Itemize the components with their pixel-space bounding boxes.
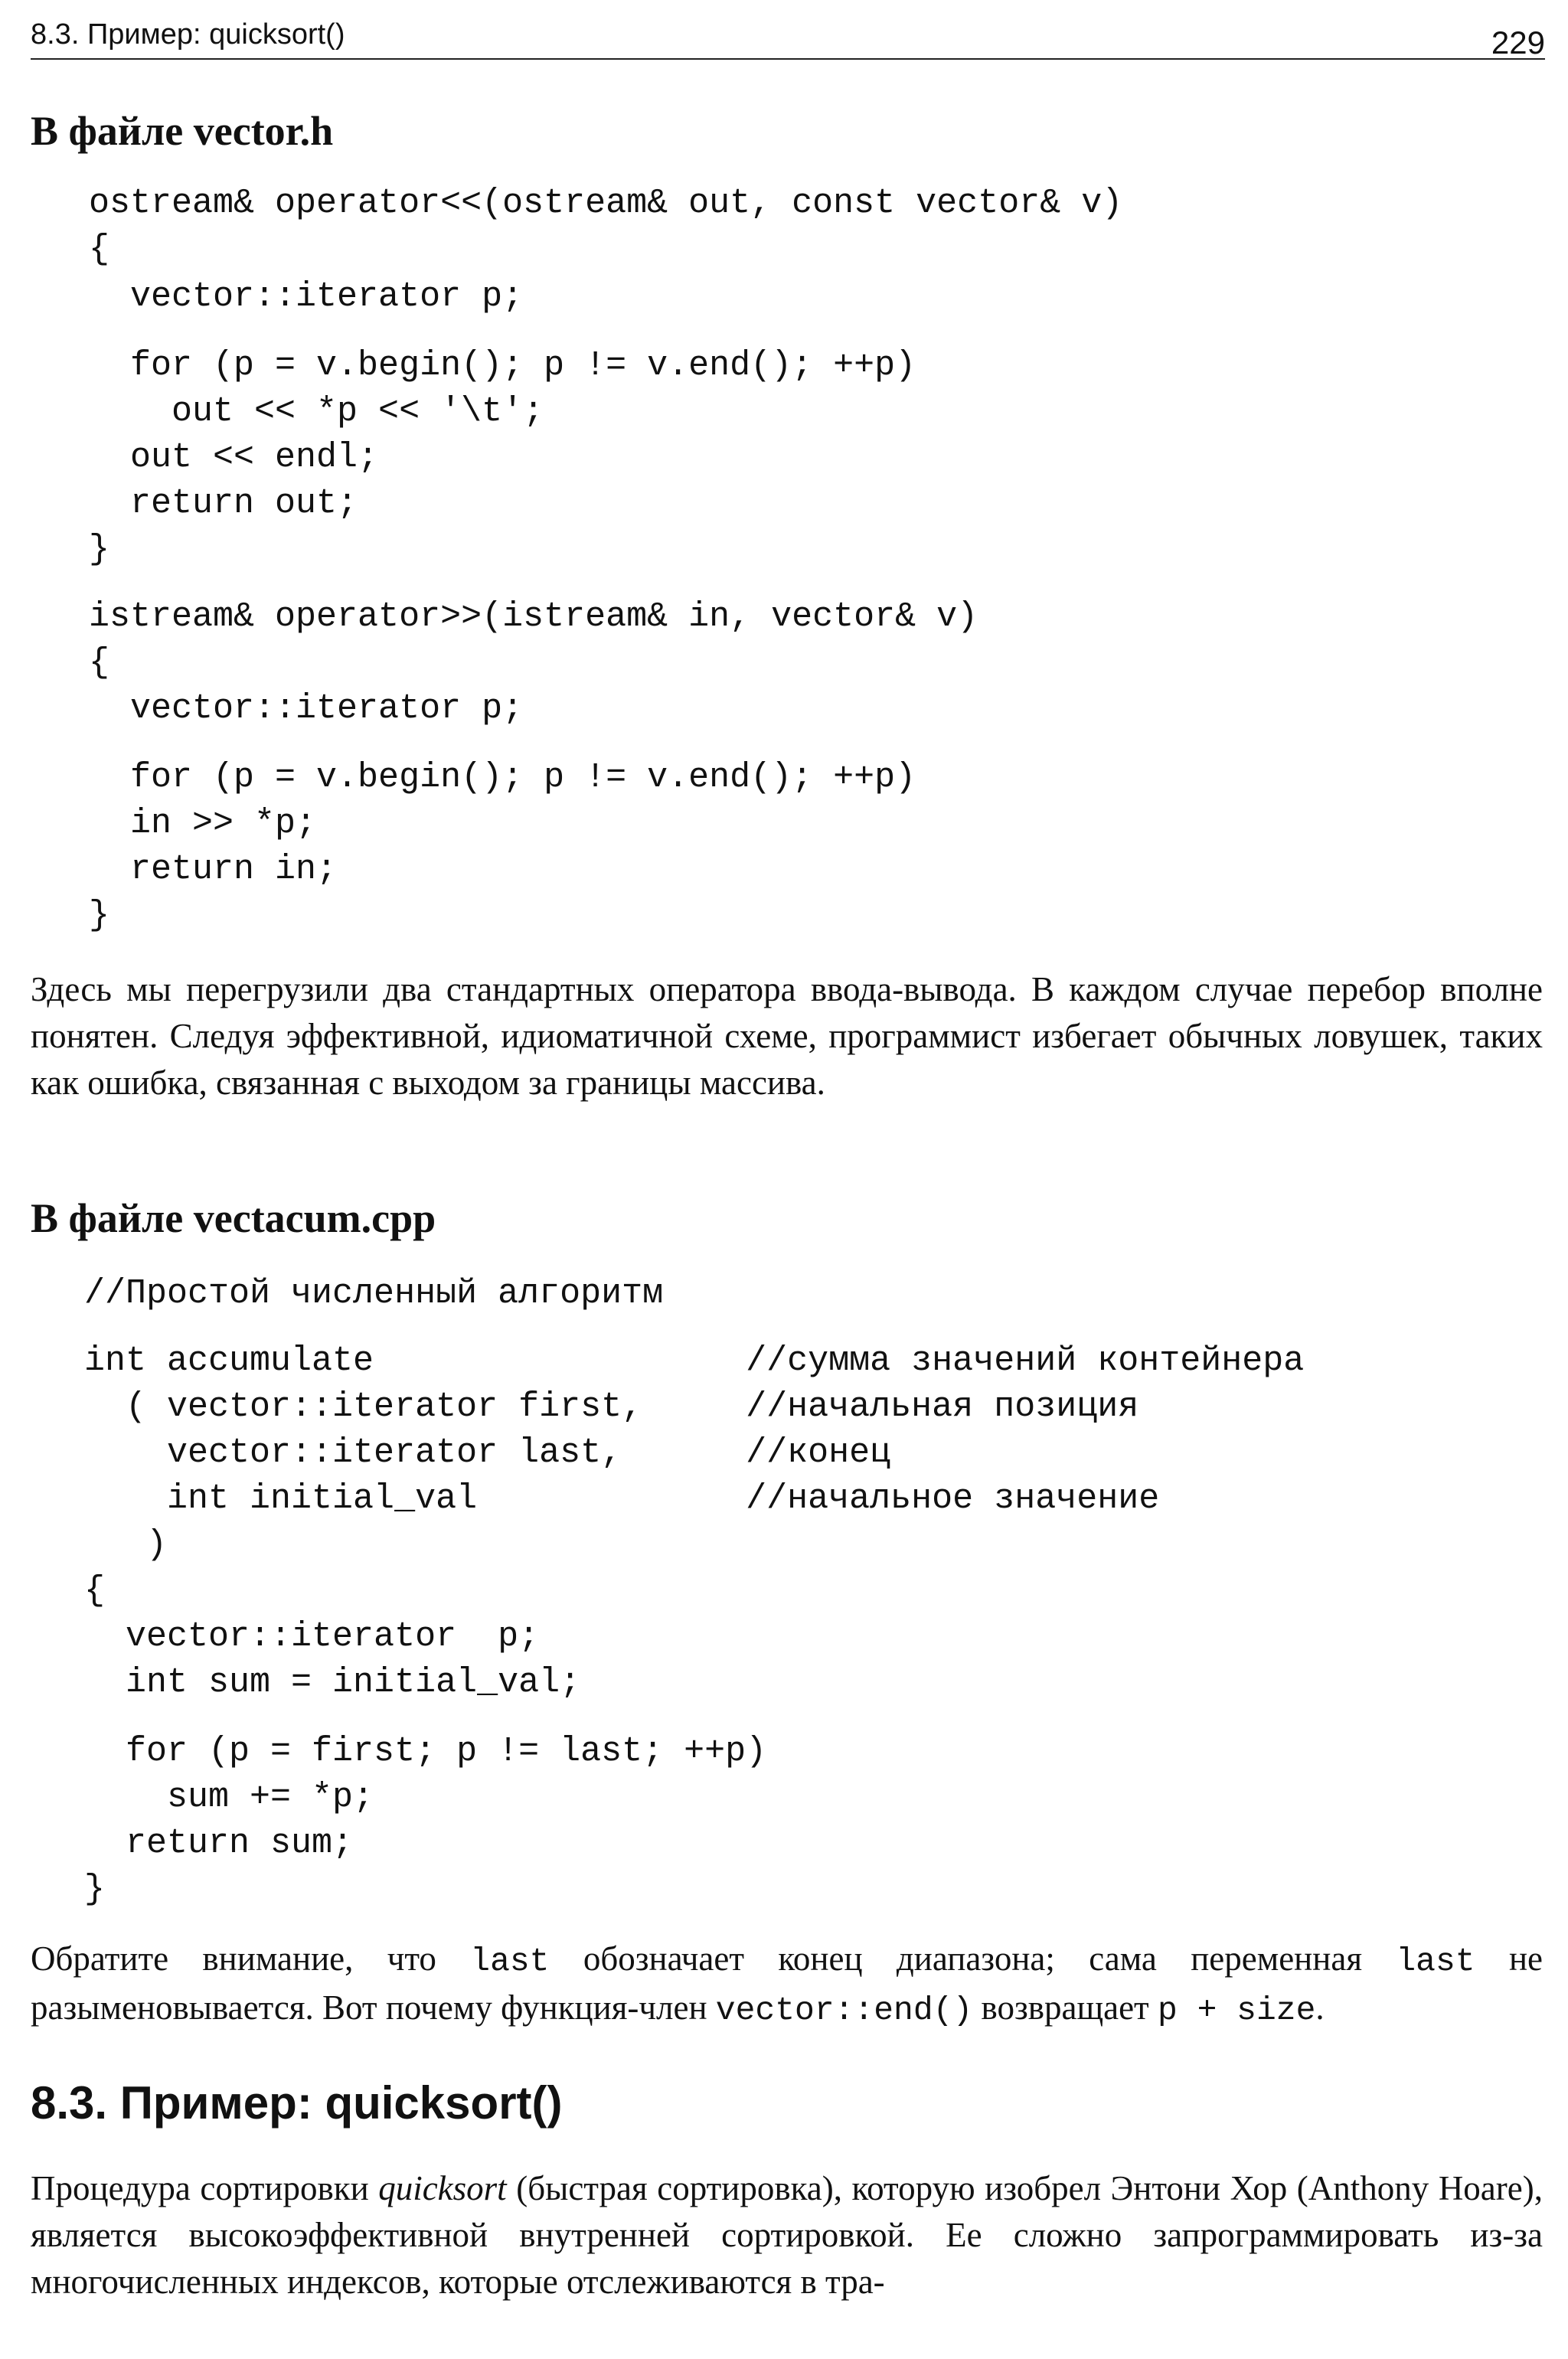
- code-line: vector::iterator p;: [89, 277, 524, 316]
- code-line: istream& operator>>(istream& in, vector& v): [89, 597, 978, 636]
- code-line: int initial_val //начальное значение: [84, 1479, 1160, 1518]
- code-line: sum += *p;: [84, 1778, 374, 1817]
- code-line: }: [89, 530, 110, 569]
- section-title: 8.3. Пример: quicksort(): [31, 2077, 563, 2129]
- code-line: out << *p << '\t';: [89, 392, 544, 431]
- code-line: int sum = initial_val;: [84, 1663, 581, 1702]
- text-run: Обратите внимание, что: [31, 1939, 471, 1978]
- text-run: не разыменовывается. Вот почему функция-член: [31, 1939, 1543, 2027]
- file-heading-vectacum-cpp: В файле vectacum.cpp: [31, 1195, 436, 1241]
- code-line: vector::iterator last, //конец: [84, 1433, 891, 1472]
- code-line: ostream& operator<<(ostream& out, const vector& v): [89, 184, 1123, 223]
- code-line: vector::iterator p;: [89, 689, 524, 728]
- code-line: for (p = first; p != last; ++p): [84, 1732, 767, 1771]
- page-number: 229: [1491, 25, 1545, 60]
- code-line: int accumulate //сумма значений контейнера: [84, 1341, 1305, 1380]
- code-line: return out;: [89, 484, 358, 523]
- code-line: {: [89, 230, 110, 269]
- code-line: ): [84, 1525, 168, 1564]
- code-line: out << endl;: [89, 438, 379, 477]
- running-header-section: 8.3. Пример: quicksort(): [31, 18, 345, 51]
- code-line: ( vector::iterator first, //начальная позиция: [84, 1387, 1139, 1426]
- code-line: return sum;: [84, 1824, 354, 1863]
- text-run: обозначает конец диапазона; сама переменная: [549, 1939, 1396, 1978]
- code-line: in >> *p;: [89, 804, 317, 843]
- code-line: for (p = v.begin(); p != v.end(); ++p): [89, 346, 916, 385]
- text-run: Процедура сортировки: [31, 2169, 379, 2207]
- code-line: {: [89, 643, 110, 682]
- paragraph-quicksort-intro: [31, 2165, 1543, 2305]
- code-line: return in;: [89, 850, 338, 889]
- text-run: .: [1315, 1988, 1325, 2027]
- code-line: {: [84, 1571, 106, 1610]
- code-line: for (p = v.begin(); p != v.end(); ++p): [89, 758, 916, 797]
- code-line: }: [84, 1870, 106, 1909]
- paragraph-operators: Здесь мы перегрузили два стандартных оператора ввода-вывода. В каждом случае перебор вполне понятен. Следуя эффективной, идиоматичной схеме, программист избегает обычных ловушек, таких как ошибка, связанная с выходом за границы массива.: [31, 970, 1543, 1102]
- emphasis-quicksort: quicksort: [378, 2169, 507, 2207]
- code-line: vector::iterator p;: [84, 1617, 540, 1656]
- text-run: возвращает: [972, 1988, 1158, 2027]
- file-heading-vector-h: В файле vector.h: [31, 108, 334, 154]
- inline-code: last: [470, 1942, 550, 1980]
- inline-code: p + size: [1157, 1991, 1316, 2029]
- running-header: [31, 12, 1545, 60]
- paragraph-last-note: [31, 1936, 1543, 2034]
- text-run: (быстрая сортировка), которую изобрел Энтони Хор (Anthony Hoare), является высокоэффективной внутренней сортировкой. Ее сложно запрограммировать из-за многочисленных индексов, которые отслеживаются в тра-: [31, 2169, 1543, 2301]
- inline-code: vector::end(): [715, 1991, 973, 2029]
- inline-code: last: [1396, 1942, 1475, 1980]
- code-line: }: [89, 896, 110, 935]
- code-line: //Простой численный алгоритм: [84, 1274, 664, 1313]
